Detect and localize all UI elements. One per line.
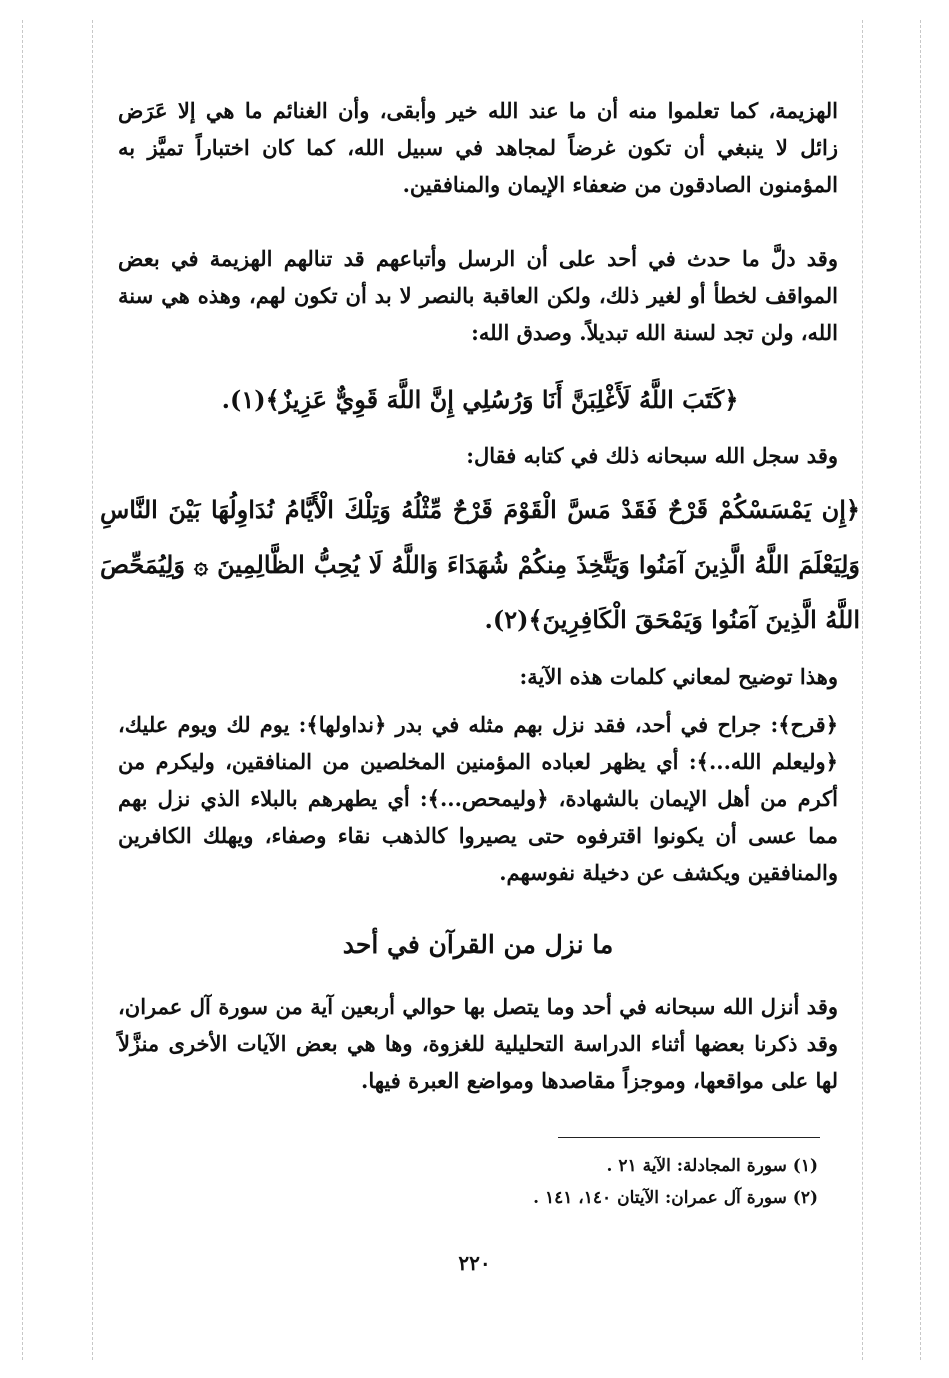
paragraph-6: وقد أنزل الله سبحانه في أحد وما يتصل بها حوالي أربعين آية من سورة آل عمران، وقد ذكرنا بعضها أثناء الدراسة التحليلية للغزوة، وها هي بعض الآيات الأخرى منزَّلاً لها على مواقعها، وموجزاً مقاصدها ومواضع العبرة فيها. [118, 994, 838, 1093]
paragraph-1: الهزيمة، كما تعلموا منه أن ما عند الله خير وأبقى، وأن الغنائم ما هي إلا عَرَض زائل لا ينبغي أن تكون غرضاً لمجاهد في سبيل الله، كما كان اختباراً تميَّز به المؤمنون الصادقون من ضعفاء الإيمان والمنافقين. [118, 98, 838, 197]
quran-verse-2: ﴿إِن يَمْسَسْكُمْ قَرْحٌ فَقَدْ مَسَّ الْقَوْمَ قَرْحٌ مِّثْلُهُ وَتِلْكَ الْأَيَّامُ نُدَاوِلُهَا بَيْنَ النَّاسِ وَلِيَعْلَمَ اللَّهُ الَّذِينَ آمَنُوا وَيَتَّخِذَ مِنكُمْ شُهَدَاءَ وَاللَّهُ لَا يُحِبُّ الظَّالِمِينَ ۞ وَلِيُمَحِّصَ اللَّهُ الَّذِينَ آمَنُوا وَيَمْحَقَ الْكَافِرِينَ﴾(٢). [100, 495, 860, 634]
page-number: ٢٢٠ [458, 1251, 491, 1275]
paragraph-2: وقد دلَّ ما حدث في أحد على أن الرسل وأتباعهم قد تنالهم الهزيمة في بعض المواقف لخطأ أو لغير ذلك، ولكن العاقبة بالنصر لا بد أن تكون لهم، وهذه هي سنة الله، ولن تجد لسنة الله تبديلاً. وصدق الله: [118, 246, 838, 345]
scan-guide-line-right-inner [862, 20, 863, 1360]
paragraph-3: وقد سجل الله سبحانه ذلك في كتابه فقال: [466, 443, 838, 468]
quran-verse-1: ﴿كَتَبَ اللَّهُ لَأَغْلِبَنَّ أَنَا وَرُسُلِي إِنَّ اللَّهَ قَوِيٌّ عَزِيزٌ﴾(١). [221, 385, 739, 414]
paragraph-4: وهذا توضيح لمعاني كلمات هذه الآية: [519, 664, 838, 689]
scan-guide-line-left [22, 20, 23, 1360]
section-heading: ما نزل من القرآن في أحد [342, 930, 614, 959]
footnote-divider [558, 1137, 820, 1138]
paragraph-5: ﴿قرح﴾: جراح في أحد، فقد نزل بهم مثله في بدر ﴿نداولها﴾: يوم لك ويوم عليك، ﴿وليعلم الله...﴾: أي يظهر لعباده المؤمنين المخلصين من المنافقين، وليكرم من أكرم من أهل الإيمان بالشهادة، ﴿وليمحص...﴾: أي يطهرهم بالبلاء الذي نزل بهم مما عسى أن يكونوا اقترفوه حتى يصيروا كالذهب نقاء وصفاء، ويهلك الكافرين والمنافقين ويكشف عن دخيلة نفوسهم. [118, 712, 838, 885]
scan-guide-line-left-inner [92, 20, 93, 1360]
scan-guide-line-right [920, 20, 921, 1360]
footnote-1: (١) سورة المجادلة: الآية ٢١ . [606, 1156, 818, 1176]
footnote-2: (٢) سورة آل عمران: الآيتان ١٤٠، ١٤١ . [533, 1188, 818, 1208]
